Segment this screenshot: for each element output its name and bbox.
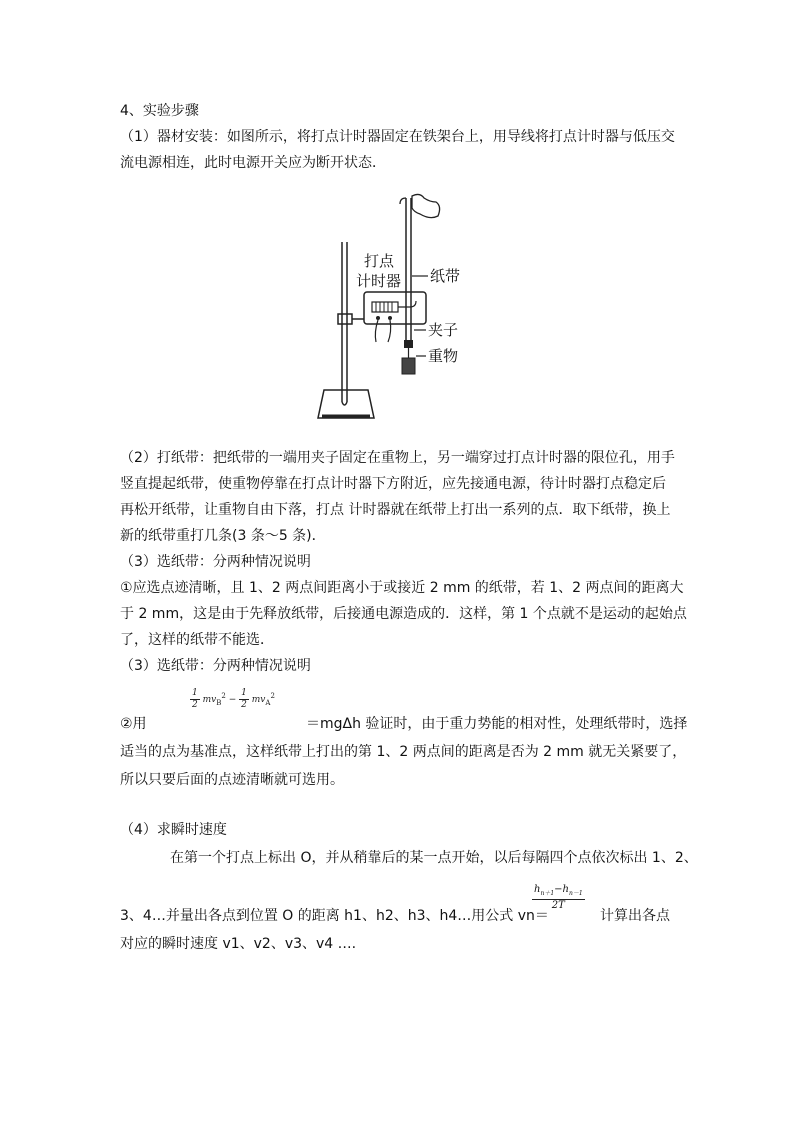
- section-heading: （4）求瞬时速度: [120, 822, 227, 838]
- clip: [404, 340, 413, 348]
- paragraph-line: ①应选点迹清晰，且 1、2 两点间距离小于或接近 2 mm 的纸带，若 1、2 两点间的距离大: [120, 580, 684, 596]
- paragraph-line-start: 3、4…并量出各点到位置 O 的距离 h1、h2、h3、h4…用公式 vn＝: [120, 908, 549, 924]
- timer-board: [364, 292, 426, 324]
- label-weight: 重物: [428, 347, 459, 365]
- paragraph-line: 在第一个打点上标出 O，并从稍靠后的某一点开始，以后每隔四个点依次标出 1、2、: [170, 850, 698, 866]
- paragraph-line: （1）器材安装：如图所示，将打点计时器固定在铁架台上，用导线将打点计时器与低压交: [120, 129, 675, 145]
- apparatus-figure: [316, 190, 486, 420]
- label-timer-2: 计时器: [356, 272, 402, 290]
- section-heading: （3）选纸带：分两种情况说明: [120, 554, 311, 570]
- heading-steps: 4、实验步骤: [120, 103, 199, 119]
- paragraph-line: 再松开纸带，让重物自由下落，打点 计时器就在纸带上打出一系列的点．取下纸带，换上: [120, 502, 671, 518]
- paragraph-line-start: ②用: [120, 716, 147, 732]
- section-heading: （3）选纸带：分两种情况说明: [120, 658, 311, 674]
- paragraph-line: 了，这样的纸带不能选．: [120, 632, 274, 648]
- paragraph-line: 新的纸带重打几条(3 条～5 条)．: [120, 528, 326, 544]
- paragraph-line: 流电源相连，此时电源开关应为断开状态．: [120, 155, 386, 171]
- paragraph-line: 所以只要后面的点迹清晰就可选用。: [120, 772, 344, 788]
- paragraph-line: 竖直提起纸带，使重物停靠在打点计时器下方附近，应先接通电源，待计时器打点稳定后: [120, 476, 666, 492]
- paragraph-line: 对应的瞬时速度 v1、v2、v3、v4 ….: [120, 936, 357, 952]
- weight-block: [402, 358, 415, 374]
- fraction-half: $\frac{1}{2}$: [241, 688, 247, 710]
- paragraph-line-rest: 计算出各点: [600, 908, 670, 924]
- paragraph-line: 于 2 mm，这是由于先释放纸带，后接通电源造成的．这样，第 1 个点就不是运动的起始点: [120, 606, 687, 622]
- paragraph-line: 适当的点为基准点，这样纸带上打出的第 1、2 两点间的距离是否为 2 mm 就无关紧要了，: [120, 744, 687, 760]
- paragraph-line-rest: ＝mgΔh 验证时，由于重力势能的相对性，处理纸带时，选择: [306, 716, 688, 732]
- energy-formula: $\frac{1}{2}$ $mv_B^2$ − $\frac{1}{2}$ $mv_A^2$: [192, 688, 275, 710]
- label-tape: 纸带: [430, 267, 461, 285]
- velocity-formula: $\frac{h_{n+1}-h_{n-1}}{2T}$: [534, 884, 583, 911]
- stand-clamp: [338, 314, 352, 324]
- paragraph-line: （2）打纸带：把纸带的一端用夹子固定在重物上，另一端穿过打点计时器的限位孔，用手: [120, 450, 675, 466]
- hand-icon: [412, 194, 440, 217]
- fraction-half: $\frac{1}{2}$: [192, 688, 198, 710]
- label-timer: 打点: [364, 252, 395, 270]
- label-clip: 夹子: [428, 321, 459, 339]
